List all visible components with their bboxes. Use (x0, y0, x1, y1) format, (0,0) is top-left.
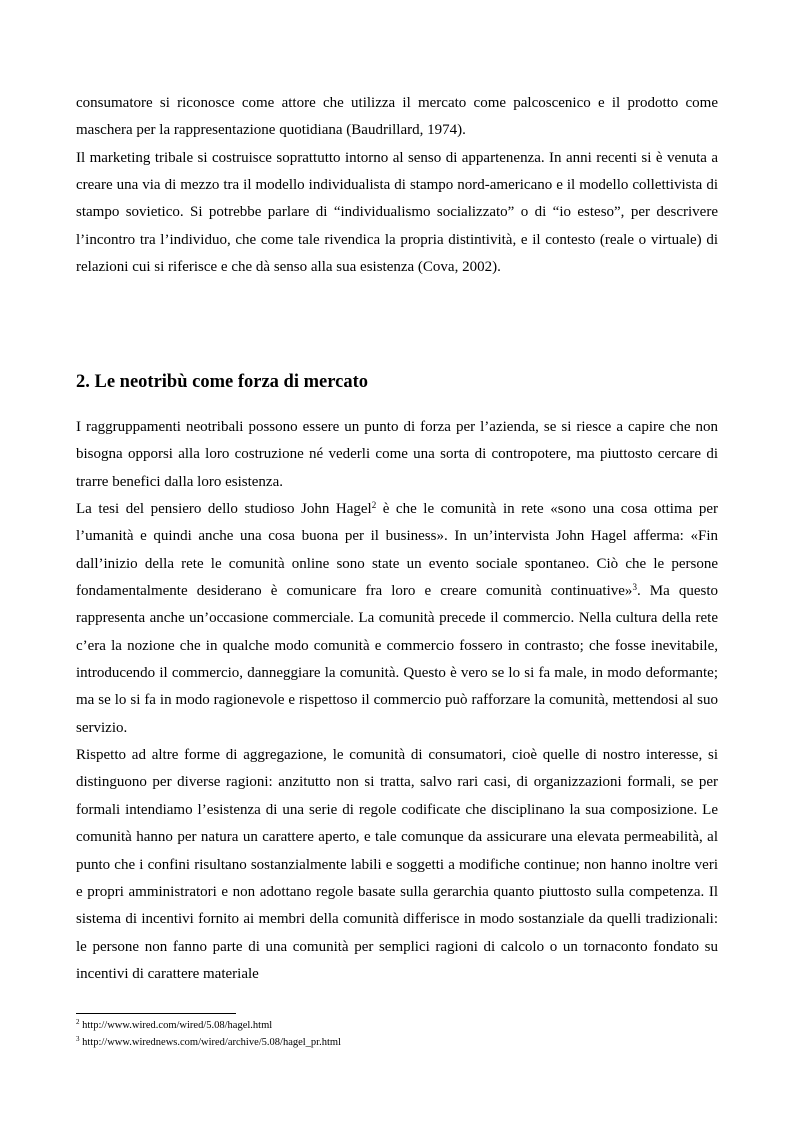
intro-paragraph-1: consumatore si riconosce come attore che utilizza il mercato come palcoscenico e il prodotto come maschera per la rappresentazione quotidiana (Baudrillard, 1974). (76, 95, 718, 139)
intro-paragraph-2: Il marketing tribale si costruisce soprattutto intorno al senso di appartenenza. In anni recenti si è venuta a creare una via di mezzo tra il modello individualista di stampo nord-americano e il modello collettivista di stampo sovietico. Si potrebbe parlare di “individualismo socializzato” o di “io esteso”, per descrivere l’incontro tra l’individuo, che come tale rivendica la propria distintività, e il contesto (reale o virtuale) di relazioni cui si riferisce e che dà senso alla sua esistenza (Cova, 2002). (76, 149, 718, 276)
footnote-ref-3[interactable]: 3 (632, 582, 637, 593)
section-paragraph-2 (76, 496, 718, 742)
footnote-2-link[interactable]: http://www.wired.com/wired/5.08/hagel.html (79, 1020, 273, 1031)
paragraph-2-part-b: è che le comunità in rete «sono una cosa ottima per l’umanità e quindi anche una cosa buona per il business». In un’intervista John Hagel afferma: «Fin dall’inizio della rete le comunità online sono state un evento sociale spontaneo. Ciò che le persone fondamentalmente desiderano è comunicare fra loro e creare comunità continuative» (76, 501, 718, 600)
section-paragraph-3: Rispetto ad altre forme di aggregazione, le comunità di consumatori, cioè quelle di nostro interesse, si distinguono per diverse ragioni: anzitutto non si tratta, salvo rari casi, di organizzazioni formali, se per formali intendiamo l’esistenza di una serie di regole codificate che disciplinano la sua composizione. Le comunità hanno per natura un carattere aperto, e tale comunque da assicurare una elevata permeabilità, al punto che i confini risultano sostanzialmente labili e soggetti a modifiche continue; non hanno inoltre veri e propri amministratori e non adottano regole basate sulla gerarchia quanto piuttosto sulla competenza. Il sistema di incentivi fornito ai membri della comunità differisce in modo sostanziale da quelli tradizionali: le persone non fanno parte di una comunità per semplici ragioni di calcolo o un tornaconto fondato su incentivi di carattere materiale (76, 747, 718, 982)
footnote-divider (76, 1013, 236, 1014)
section-body (76, 414, 718, 988)
footnote-ref-2[interactable]: 2 (371, 500, 377, 511)
section-heading: 2. Le neotribù come forza di mercato (76, 372, 368, 392)
paragraph-2-part-a: La tesi del pensiero dello studioso John Hagel (76, 501, 372, 518)
footnotes (76, 1017, 341, 1051)
section-paragraph-1: I raggruppamenti neotribali possono essere un punto di forza per l’azienda, se si riesce a capire che non bisogna opporsi alla loro costruzione né vederli come una sorta di contropotere, ma piuttosto cercare di trarre benefici dalla loro esistenza. (76, 419, 718, 490)
footnote-3-link[interactable]: http://www.wirednews.com/wired/archive/5.08/hagel_pr.html (79, 1037, 341, 1048)
footnote-3 (76, 1034, 341, 1051)
paragraph-2-part-c: . Ma questo rappresenta anche un’occasione commerciale. La comunità precede il commercio. Nella cultura della rete c’era la nozione che in qualche modo comunità e commercio fossero in contrasto; che fosse inevitabile, introducendo il commercio, danneggiare la comunità. Questo è vero se lo si fa male, in modo deformante; ma se lo si fa in modo ragionevole e rispettoso il commercio può rafforzare la comunità, mettendosi al suo servizio. (76, 583, 718, 736)
intro-text (76, 90, 718, 281)
footnote-2-number: 2 (76, 1018, 80, 1026)
footnote-2 (76, 1017, 341, 1034)
footnote-3-number: 3 (76, 1035, 80, 1043)
